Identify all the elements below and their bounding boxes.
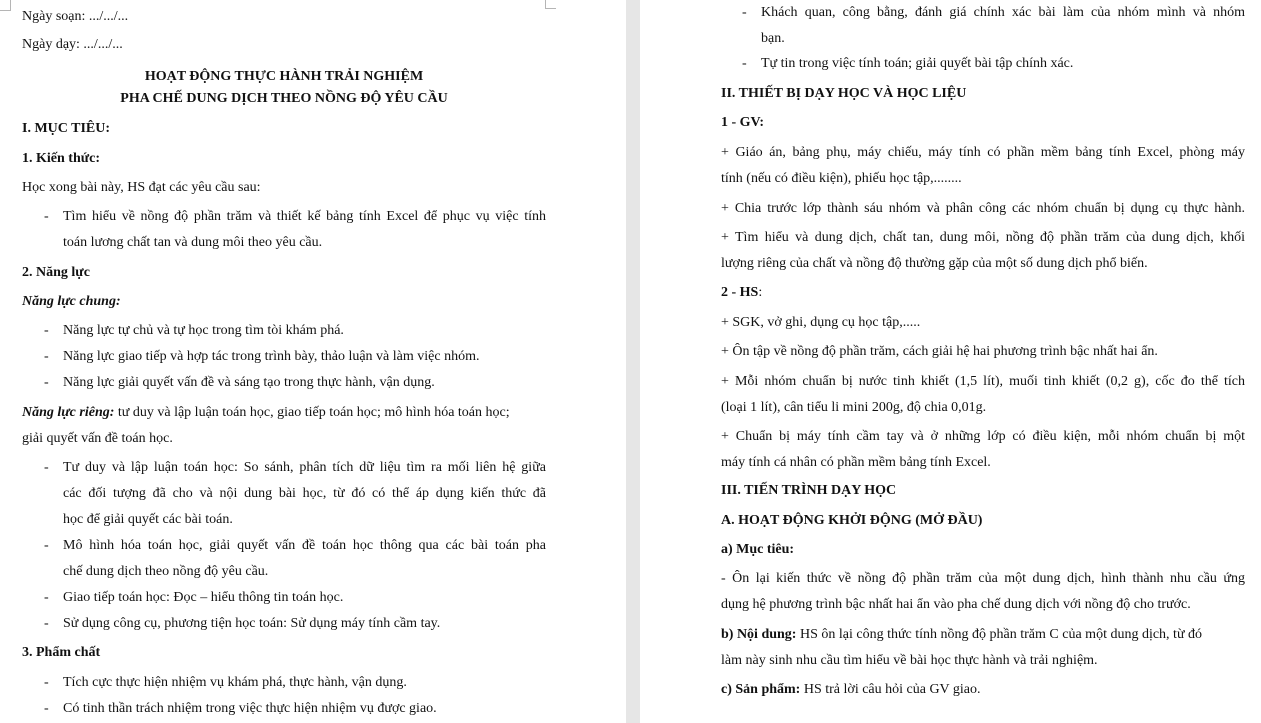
nang-luc-rieng-label: Năng lực riêng: bbox=[22, 405, 115, 420]
heading-thiet-bi: II. THIẾT BỊ DẠY HỌC VÀ HỌC LIỆU bbox=[721, 86, 967, 101]
hs-item-cont: máy tính cá nhân có phần mềm bảng tính Excel. bbox=[721, 455, 991, 470]
heading-khoi-dong: A. HOẠT ĐỘNG KHỞI ĐỘNG (MỞ ĐẦU) bbox=[721, 513, 983, 528]
san-pham-text: HS trả lời câu hỏi của GV giao. bbox=[800, 682, 981, 697]
bullet-dash: - bbox=[44, 349, 49, 364]
muc-tieu-a-text: - Ôn lại kiến thức về nồng độ phần trăm của một dung dịch, hình thành nhu cầu ứng bbox=[721, 571, 1245, 586]
heading-muc-tieu-a: a) Mục tiêu: bbox=[721, 542, 795, 557]
nang-luc-chung-item: Năng lực giao tiếp và hợp tác trong trình bày, thảo luận và làm việc nhóm. bbox=[63, 349, 480, 364]
bullet-dash: - bbox=[44, 460, 49, 475]
ngay-soan: Ngày soạn: .../.../... bbox=[22, 9, 129, 24]
page-corner-mark bbox=[0, 0, 11, 11]
noi-dung-text: HS ôn lại công thức tính nồng độ phần trăm C của một dung dịch, từ đó bbox=[796, 627, 1203, 642]
heading-tien-trinh: III. TIẾN TRÌNH DẠY HỌC bbox=[721, 483, 897, 498]
heading-muc-tieu: I. MỤC TIÊU: bbox=[22, 121, 111, 136]
bullet-dash: - bbox=[44, 701, 49, 716]
hs-item: + SGK, vở ghi, dụng cụ học tập,..... bbox=[721, 315, 921, 330]
heading-pham-chat: 3. Phẩm chất bbox=[22, 645, 101, 660]
pham-chat-item: Có tinh thần trách nhiệm trong việc thực hiện nhiệm vụ được giao. bbox=[63, 701, 437, 716]
bullet-dash: - bbox=[44, 209, 49, 224]
hs-item: + Chuẩn bị máy tính cầm tay và ở những lớp có điều kiện, mỗi nhóm chuẩn bị một bbox=[721, 429, 1245, 444]
nang-luc-rieng-item-cont: các đối tượng đã cho và nội dung bài học, từ đó có thể áp dụng kiến thức đã bbox=[63, 486, 546, 501]
nang-luc-rieng-item: Mô hình hóa toán học, giải quyết vấn đề toán học thông qua các bài toán pha bbox=[63, 538, 546, 553]
nang-luc-chung-item: Năng lực tự chủ và tự học trong tìm tòi khám phá. bbox=[63, 323, 344, 338]
bullet-dash: - bbox=[44, 590, 49, 605]
gv-item-cont: lượng riêng của chất và nồng độ thường gặp của một số dung dịch phổ biến. bbox=[721, 256, 1148, 271]
gv-item-cont: tính (nếu có điều kiện), phiếu học tập,........ bbox=[721, 171, 962, 186]
page-corner-mark bbox=[545, 0, 556, 9]
san-pham-paragraph bbox=[721, 683, 981, 697]
bullet-dash: - bbox=[44, 323, 49, 338]
bullet-dash: - bbox=[44, 675, 49, 690]
nang-luc-rieng-text: tư duy và lập luận toán học, giao tiếp toán học; mô hình hóa toán học; bbox=[114, 405, 510, 420]
bullet-dash: - bbox=[44, 375, 49, 390]
bullet-dash: - bbox=[44, 616, 49, 631]
nang-luc-rieng-item-cont: chế dung dịch theo nồng độ yêu cầu. bbox=[63, 564, 269, 579]
pham-chat-item: Khách quan, công bằng, đánh giá chính xác bài làm của nhóm mình và nhóm bbox=[761, 5, 1245, 20]
hs-item: + Ôn tập về nồng độ phần trăm, cách giải hệ hai phương trình bậc nhất hai ẩn. bbox=[721, 344, 1158, 359]
nang-luc-rieng-item: Sử dụng công cụ, phương tiện học toán: Sử dụng máy tính cầm tay. bbox=[63, 616, 441, 631]
heading-hs-colon: : bbox=[758, 285, 763, 300]
document-title-line2: PHA CHẾ DUNG DỊCH THEO NỒNG ĐỘ YÊU CẦU bbox=[120, 91, 448, 106]
nang-luc-rieng-cont: giải quyết vấn đề toán học. bbox=[22, 431, 173, 446]
hs-item: + Mỗi nhóm chuẩn bị nước tinh khiết (1,5 lít), muối tinh khiết (0,2 g), cốc đo thể tích bbox=[721, 374, 1245, 389]
heading-gv: 1 - GV: bbox=[721, 115, 765, 130]
kien-thuc-item-cont: toán lương chất tan và dung môi theo yêu cầu. bbox=[63, 235, 323, 250]
nang-luc-rieng-paragraph bbox=[22, 406, 510, 420]
ngay-day: Ngày dạy: .../.../... bbox=[22, 37, 123, 52]
bullet-dash: - bbox=[742, 5, 747, 20]
pham-chat-item: Tích cực thực hiện nhiệm vụ khám phá, thực hành, vận dụng. bbox=[63, 675, 407, 690]
nang-luc-chung-item: Năng lực giải quyết vấn đề và sáng tạo trong thực hành, vận dụng. bbox=[63, 375, 435, 390]
kien-thuc-item: Tìm hiểu về nồng độ phần trăm và thiết kế bảng tính Excel để phục vụ việc tính bbox=[63, 209, 546, 224]
document-page-right bbox=[640, 0, 1261, 723]
document-title-line1: HOẠT ĐỘNG THỰC HÀNH TRẢI NGHIỆM bbox=[144, 69, 424, 84]
gv-item: + Tìm hiểu và dung dịch, chất tan, dung môi, nồng độ phần trăm của dung dịch, khối bbox=[721, 230, 1245, 245]
pham-chat-item-cont: bạn. bbox=[761, 31, 785, 46]
nang-luc-rieng-item: Giao tiếp toán học: Đọc – hiểu thông tin toán học. bbox=[63, 590, 344, 605]
heading-nang-luc-chung: Năng lực chung: bbox=[22, 294, 121, 309]
nang-luc-rieng-item: Tư duy và lập luận toán học: So sánh, phân tích dữ liệu tìm ra mối liên hệ giữa bbox=[63, 460, 546, 475]
noi-dung-paragraph bbox=[721, 628, 1202, 642]
heading-hs-line bbox=[721, 286, 762, 300]
gv-item: + Giáo án, bảng phụ, máy chiếu, máy tính có phần mềm bảng tính Excel, phòng máy bbox=[721, 145, 1245, 160]
heading-kien-thuc: 1. Kiến thức: bbox=[22, 151, 101, 166]
page-gap bbox=[626, 0, 640, 723]
pham-chat-item: Tự tin trong việc tính toán; giải quyết bài tập chính xác. bbox=[761, 56, 1074, 71]
kien-thuc-intro: Học xong bài này, HS đạt các yêu cầu sau: bbox=[22, 180, 261, 195]
bullet-dash: - bbox=[742, 56, 747, 71]
document-page-left bbox=[0, 0, 626, 723]
gv-item: + Chia trước lớp thành sáu nhóm và phân công các nhóm chuẩn bị dụng cụ thực hành. bbox=[721, 201, 1245, 216]
hs-item-cont: (loại 1 lít), cân tiểu li mini 200g, độ chia 0,01g. bbox=[721, 400, 987, 415]
heading-hs: 2 - HS bbox=[721, 285, 759, 300]
noi-dung-text-cont: làm này sinh nhu cầu tìm hiểu về bài học thực hành và trải nghiệm. bbox=[721, 653, 1098, 668]
muc-tieu-a-text-cont: dụng hệ phương trình bậc nhất hai ẩn vào pha chế dung dịch với nồng độ cho trước. bbox=[721, 597, 1191, 612]
bullet-dash: - bbox=[44, 538, 49, 553]
heading-nang-luc: 2. Năng lực bbox=[22, 265, 90, 280]
san-pham-label: c) Sản phẩm: bbox=[721, 682, 801, 697]
nang-luc-rieng-item-cont: học để giải quyết các bài toán. bbox=[63, 512, 233, 527]
noi-dung-label: b) Nội dung: bbox=[721, 627, 797, 642]
